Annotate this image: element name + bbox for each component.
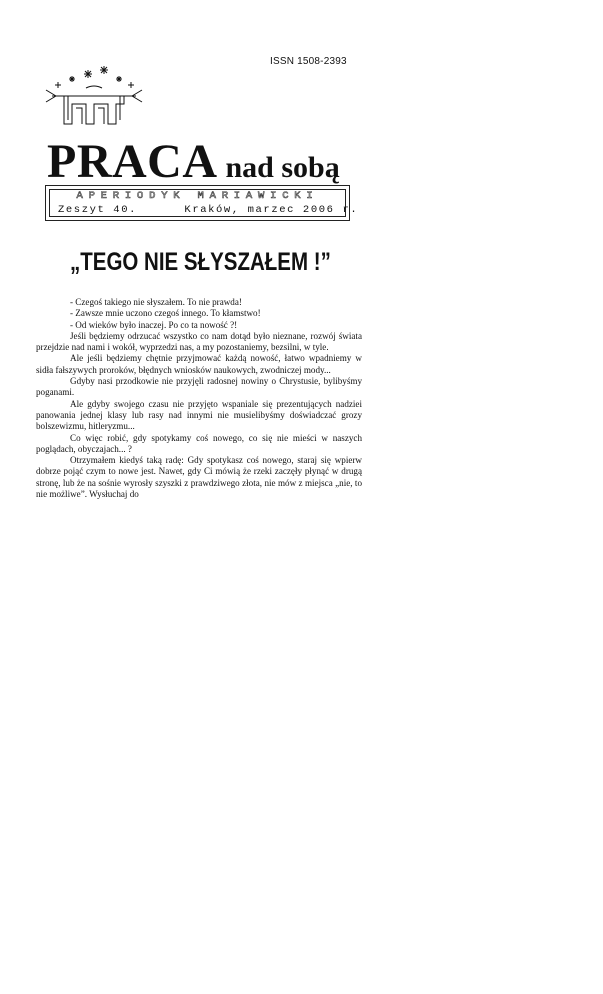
- article-paragraph: Ale jeśli będziemy chętnie przyjmować każdą nowość, łatwo wpadniemy w sidła fałszywych proroków, błędnych wniosków naukowych, zwodniczej mody...: [36, 353, 362, 375]
- sunrise-gate-logo: [36, 64, 152, 132]
- masthead-title: [47, 135, 340, 188]
- issue-line: [58, 204, 358, 217]
- article-paragraph: Otrzymałem kiedyś taką radę: Gdy spotykasz coś nowego, staraj się wpierw dobrze pojąć czym to nowe jest. Nawet, gdy Ci mówią że rzeki zaczęły płynąć w drugą stronę, lub że na sośnie wyrosły szyszki z prawdziwego złota, nie mów z miejsca „nie, to nie możliwe”. Wysłuchaj do: [36, 455, 362, 500]
- article-paragraph: Jeśli będziemy odrzucać wszystko co nam dotąd było nieznane, rozwój świata przejdzie nad nami i wokół, wyprzedzi nas, a my pozostaniemy, bezsilni, w tyle.: [36, 330, 362, 353]
- masthead-title-sub: nad sobą: [225, 151, 340, 184]
- article-paragraph: - Czegoś takiego nie słyszałem. To nie prawda!: [70, 297, 242, 307]
- issn-number: ISSN 1508-2393: [270, 56, 347, 67]
- place-date: Kraków, marzec 2006 r.: [184, 204, 359, 216]
- masthead-subtitle-box: [45, 185, 359, 221]
- aperiodyk-label: APERIODYK MARIAWICKI: [76, 190, 319, 202]
- masthead-title-main: PRACA: [47, 135, 218, 188]
- article-paragraph: Ale gdyby swojego czasu nie przyjęto wspaniale się prezentujących nadziei panowania jednej klasy lub rasy nad innymi nie musielibyśmy doświadczać grozy bolszewizmu, hitleryzmu...: [36, 398, 362, 432]
- article-paragraph: - Zawsze mnie uczono czegoś innego. To kłamstwo!: [70, 308, 261, 319]
- issue-number: Zeszyt 40.: [58, 204, 138, 216]
- article-body: [36, 297, 362, 500]
- article-paragraph: Co więc robić, gdy spotykamy coś nowego, co się nie mieści w naszych poglądach, obyczajach... ?: [36, 432, 362, 454]
- article-headline: „TEGO NIE SŁYSZAŁEM !”: [70, 248, 331, 276]
- article-paragraph: Gdyby nasi przodkowie nie przyjęli radosnej nowiny o Chrystusie, bylibyśmy poganami.: [36, 376, 362, 398]
- article-paragraph: - Od wieków było inaczej. Po co ta nowość ?!: [70, 319, 238, 330]
